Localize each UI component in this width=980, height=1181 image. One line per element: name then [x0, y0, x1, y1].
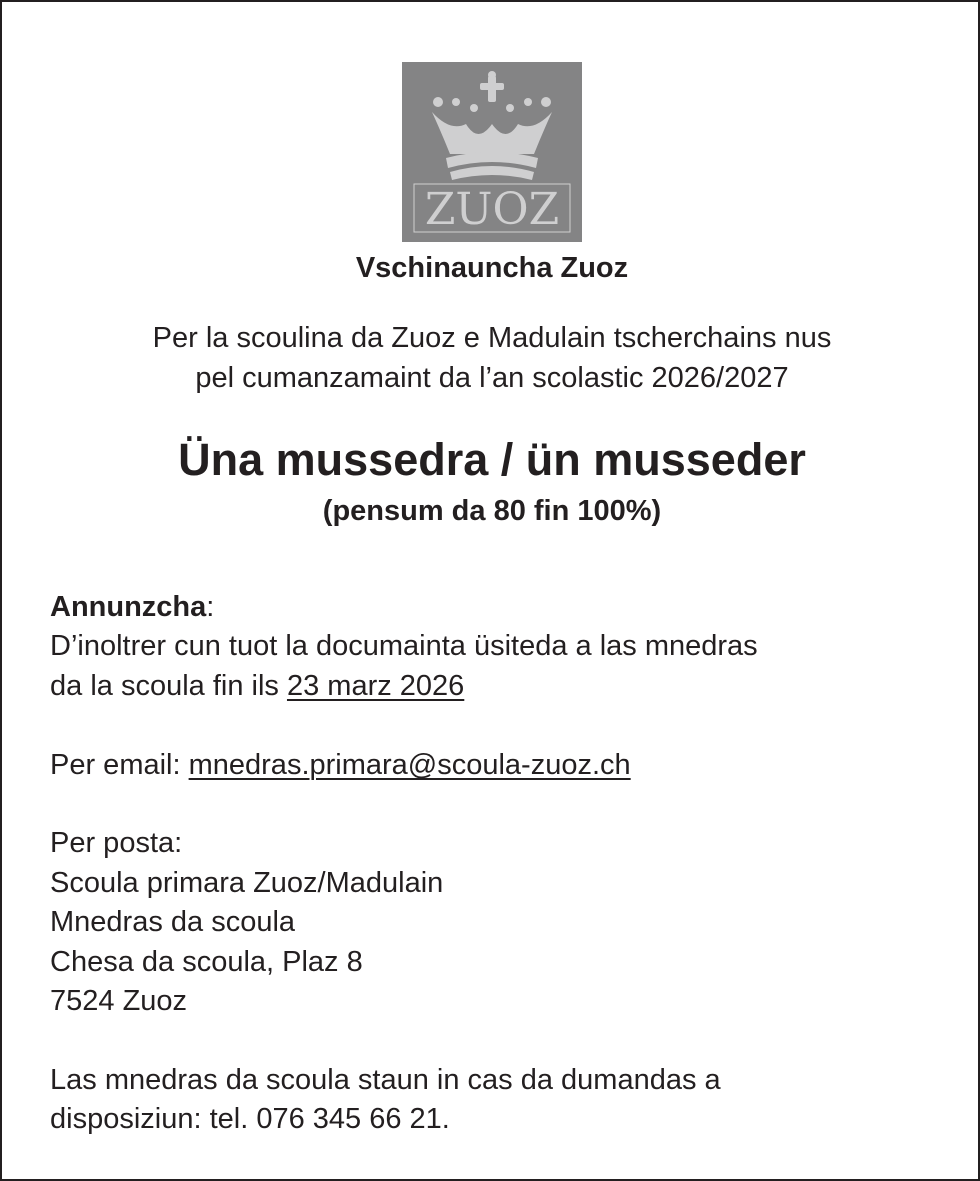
- spacer: [50, 706, 950, 745]
- organization-name: Vschinauncha Zuoz: [355, 252, 629, 284]
- spacer: [50, 1021, 950, 1060]
- spacer: [50, 785, 950, 824]
- deadline-date: 23 marz 2026: [286, 669, 465, 702]
- email-label: Per email:: [50, 748, 189, 781]
- crown-icon: [402, 62, 582, 242]
- email-line: [50, 746, 950, 785]
- application-line-2-prefix: da la scoula fin ils: [50, 669, 287, 702]
- contact-line-2: disposiziun: tel. 076 345 66 21.: [50, 1103, 450, 1136]
- post-address-line-2: Mnedras da scoula: [50, 906, 296, 939]
- ad-body: [50, 588, 950, 1140]
- post-address-line-3: Chesa da scoula, Plaz 8: [50, 945, 363, 978]
- application-line-1: D’inoltrer cun tuot la documainta üsiteda a las mnedras: [50, 630, 758, 663]
- intro-line-2: pel cumanzamaint da l’an scolastic 2026/2027: [195, 362, 789, 394]
- intro-line-1: Per la scoulina da Zuoz e Madulain tscherchains nus: [152, 322, 832, 354]
- application-heading-line: [50, 588, 950, 627]
- intro-text: [2, 318, 980, 398]
- post-address-line-4: 7524 Zuoz: [50, 985, 188, 1018]
- logo-wordmark: ZUOZ: [424, 184, 560, 235]
- application-line-2: [50, 667, 950, 706]
- application-colon: :: [206, 591, 215, 623]
- post-label: Per posta:: [50, 827, 183, 860]
- contact-line-1: Las mnedras da scoula staun in cas da dumandas a: [50, 1063, 721, 1096]
- job-title: Üna mussedra / ün musseder: [178, 434, 806, 485]
- email-link[interactable]: mnedras.primara@scoula-zuoz.ch: [188, 748, 631, 781]
- job-pensum: (pensum da 80 fin 100%): [322, 495, 662, 527]
- application-heading: Annunzcha: [50, 591, 207, 623]
- zuoz-crest-logo: [402, 62, 582, 242]
- post-address-line-1: Scoula primara Zuoz/Madulain: [50, 866, 444, 899]
